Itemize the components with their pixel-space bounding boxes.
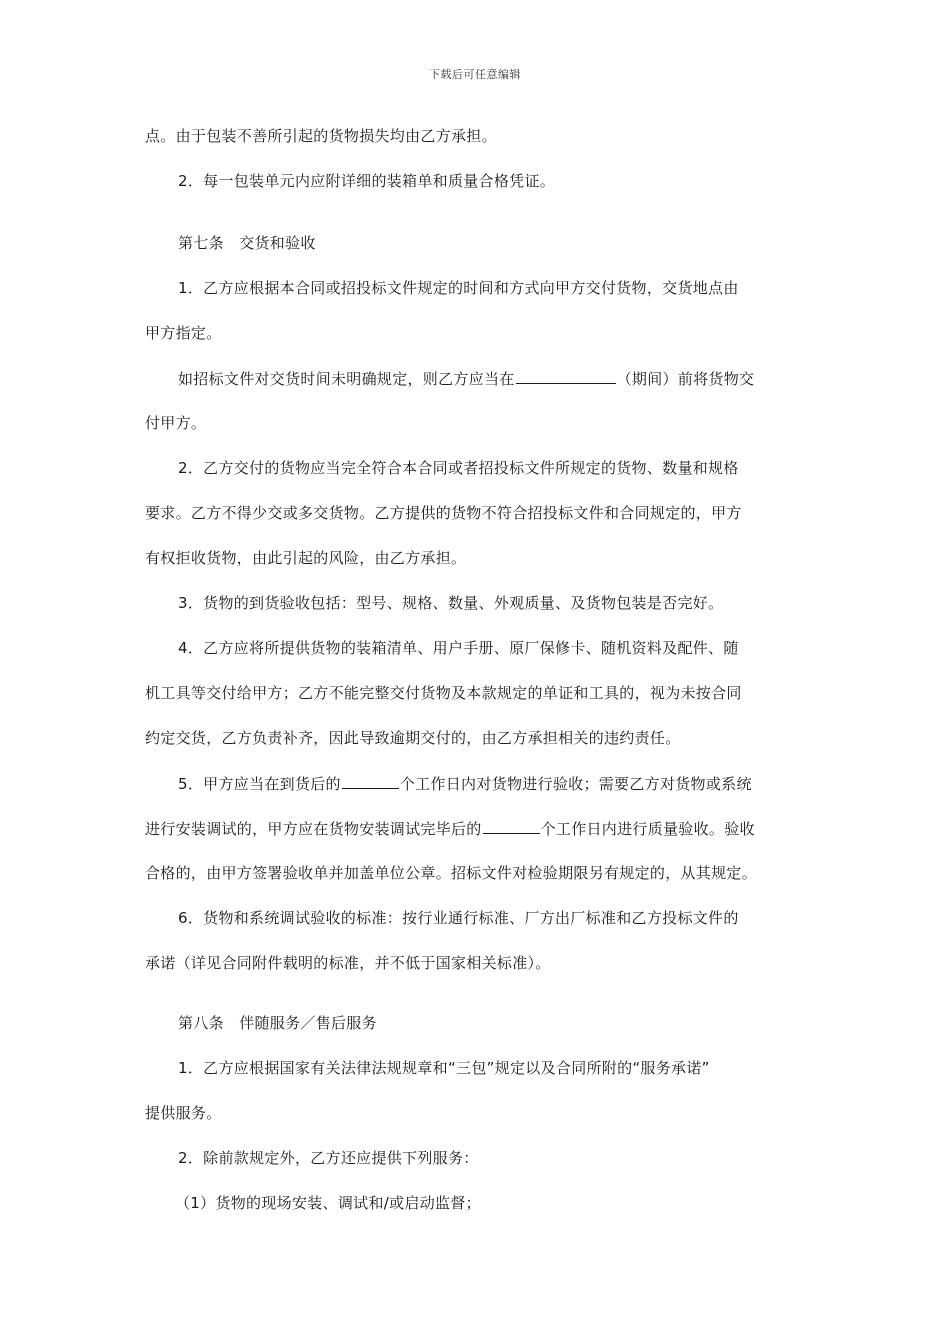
text-segment: 5．甲方应当在到货后的 [178,775,341,793]
fill-blank-inspection-days [342,773,399,789]
paragraph-line: 提供服务。 [145,1104,222,1122]
fill-blank-acceptance-days [483,818,540,834]
text-segment: 如招标文件对交货时间未明确规定，则乙方应当在 [178,370,515,388]
paragraph-line: 付甲方。 [145,414,207,432]
paragraph-line: 2．除前款规定外，乙方还应提供下列服务： [178,1149,479,1167]
paragraph-line [178,368,754,389]
paragraph-line [178,773,752,794]
paragraph-line: 4．乙方应将所提供货物的装箱清单、用户手册、原厂保修卡、随机资料及配件、随 [178,639,739,657]
paragraph-line: 甲方指定。 [145,324,222,342]
article-7-title: 第七条 交货和验收 [178,234,316,252]
paragraph-line: 3．货物的到货验收包括：型号、规格、数量、外观质量、及货物包装是否完好。 [178,594,724,612]
paragraph-line: 承诺（详见合同附件载明的标准，并不低于国家相关标准）。 [145,954,551,972]
paragraph-line: （1）货物的现场安装、调试和/或启动监督； [175,1194,481,1212]
paragraph-line: 点。由于包装不善所引起的货物损失均由乙方承担。 [145,127,497,145]
text-segment: 个工作日内进行质量验收。验收 [540,820,755,838]
paragraph-line: 2．乙方交付的货物应当完全符合本合同或者招投标文件所规定的货物、数量和规格 [178,459,739,477]
article-8-title: 第八条 伴随服务／售后服务 [178,1014,377,1032]
paragraph-line: 有权拒收货物，由此引起的风险，由乙方承担。 [145,549,467,567]
paragraph-line: 1．乙方应根据本合同或招投标文件规定的时间和方式向甲方交付货物，交货地点由 [178,279,739,297]
paragraph-line: 约定交货，乙方负责补齐，因此导致逾期交付的，由乙方承担相关的违约责任。 [145,729,681,747]
paragraph-line: 6．货物和系统调试验收的标准：按行业通行标准、厂方出厂标准和乙方投标文件的 [178,909,739,927]
paragraph-line: 机工具等交付给甲方；乙方不能完整交付货物及本款规定的单证和工具的，视为未按合同 [145,684,742,702]
paragraph-line: 1．乙方应根据国家有关法律法规规章和“三包”规定以及合同所附的“服务承诺” [178,1059,710,1077]
text-segment: 个工作日内对货物进行验收；需要乙方对货物或系统 [399,775,752,793]
paragraph-line: 合格的，由甲方签署验收单并加盖单位公章。招标文件对检验期限另有规定的，从其规定。 [145,864,758,882]
page-header: 下载后可任意编辑 [429,68,521,81]
paragraph-line [145,818,755,839]
text-segment: （期间）前将货物交 [616,370,755,388]
paragraph-line: 要求。乙方不得少交或多交货物。乙方提供的货物不符合招投标文件和合同规定的，甲方 [145,504,742,522]
paragraph-line: 2．每一包装单元内应附详细的装箱单和质量合格凭证。 [178,172,556,190]
fill-blank-delivery-period [516,368,616,384]
text-segment: 进行安装调试的，甲方应在货物安装调试完毕后的 [145,820,482,838]
